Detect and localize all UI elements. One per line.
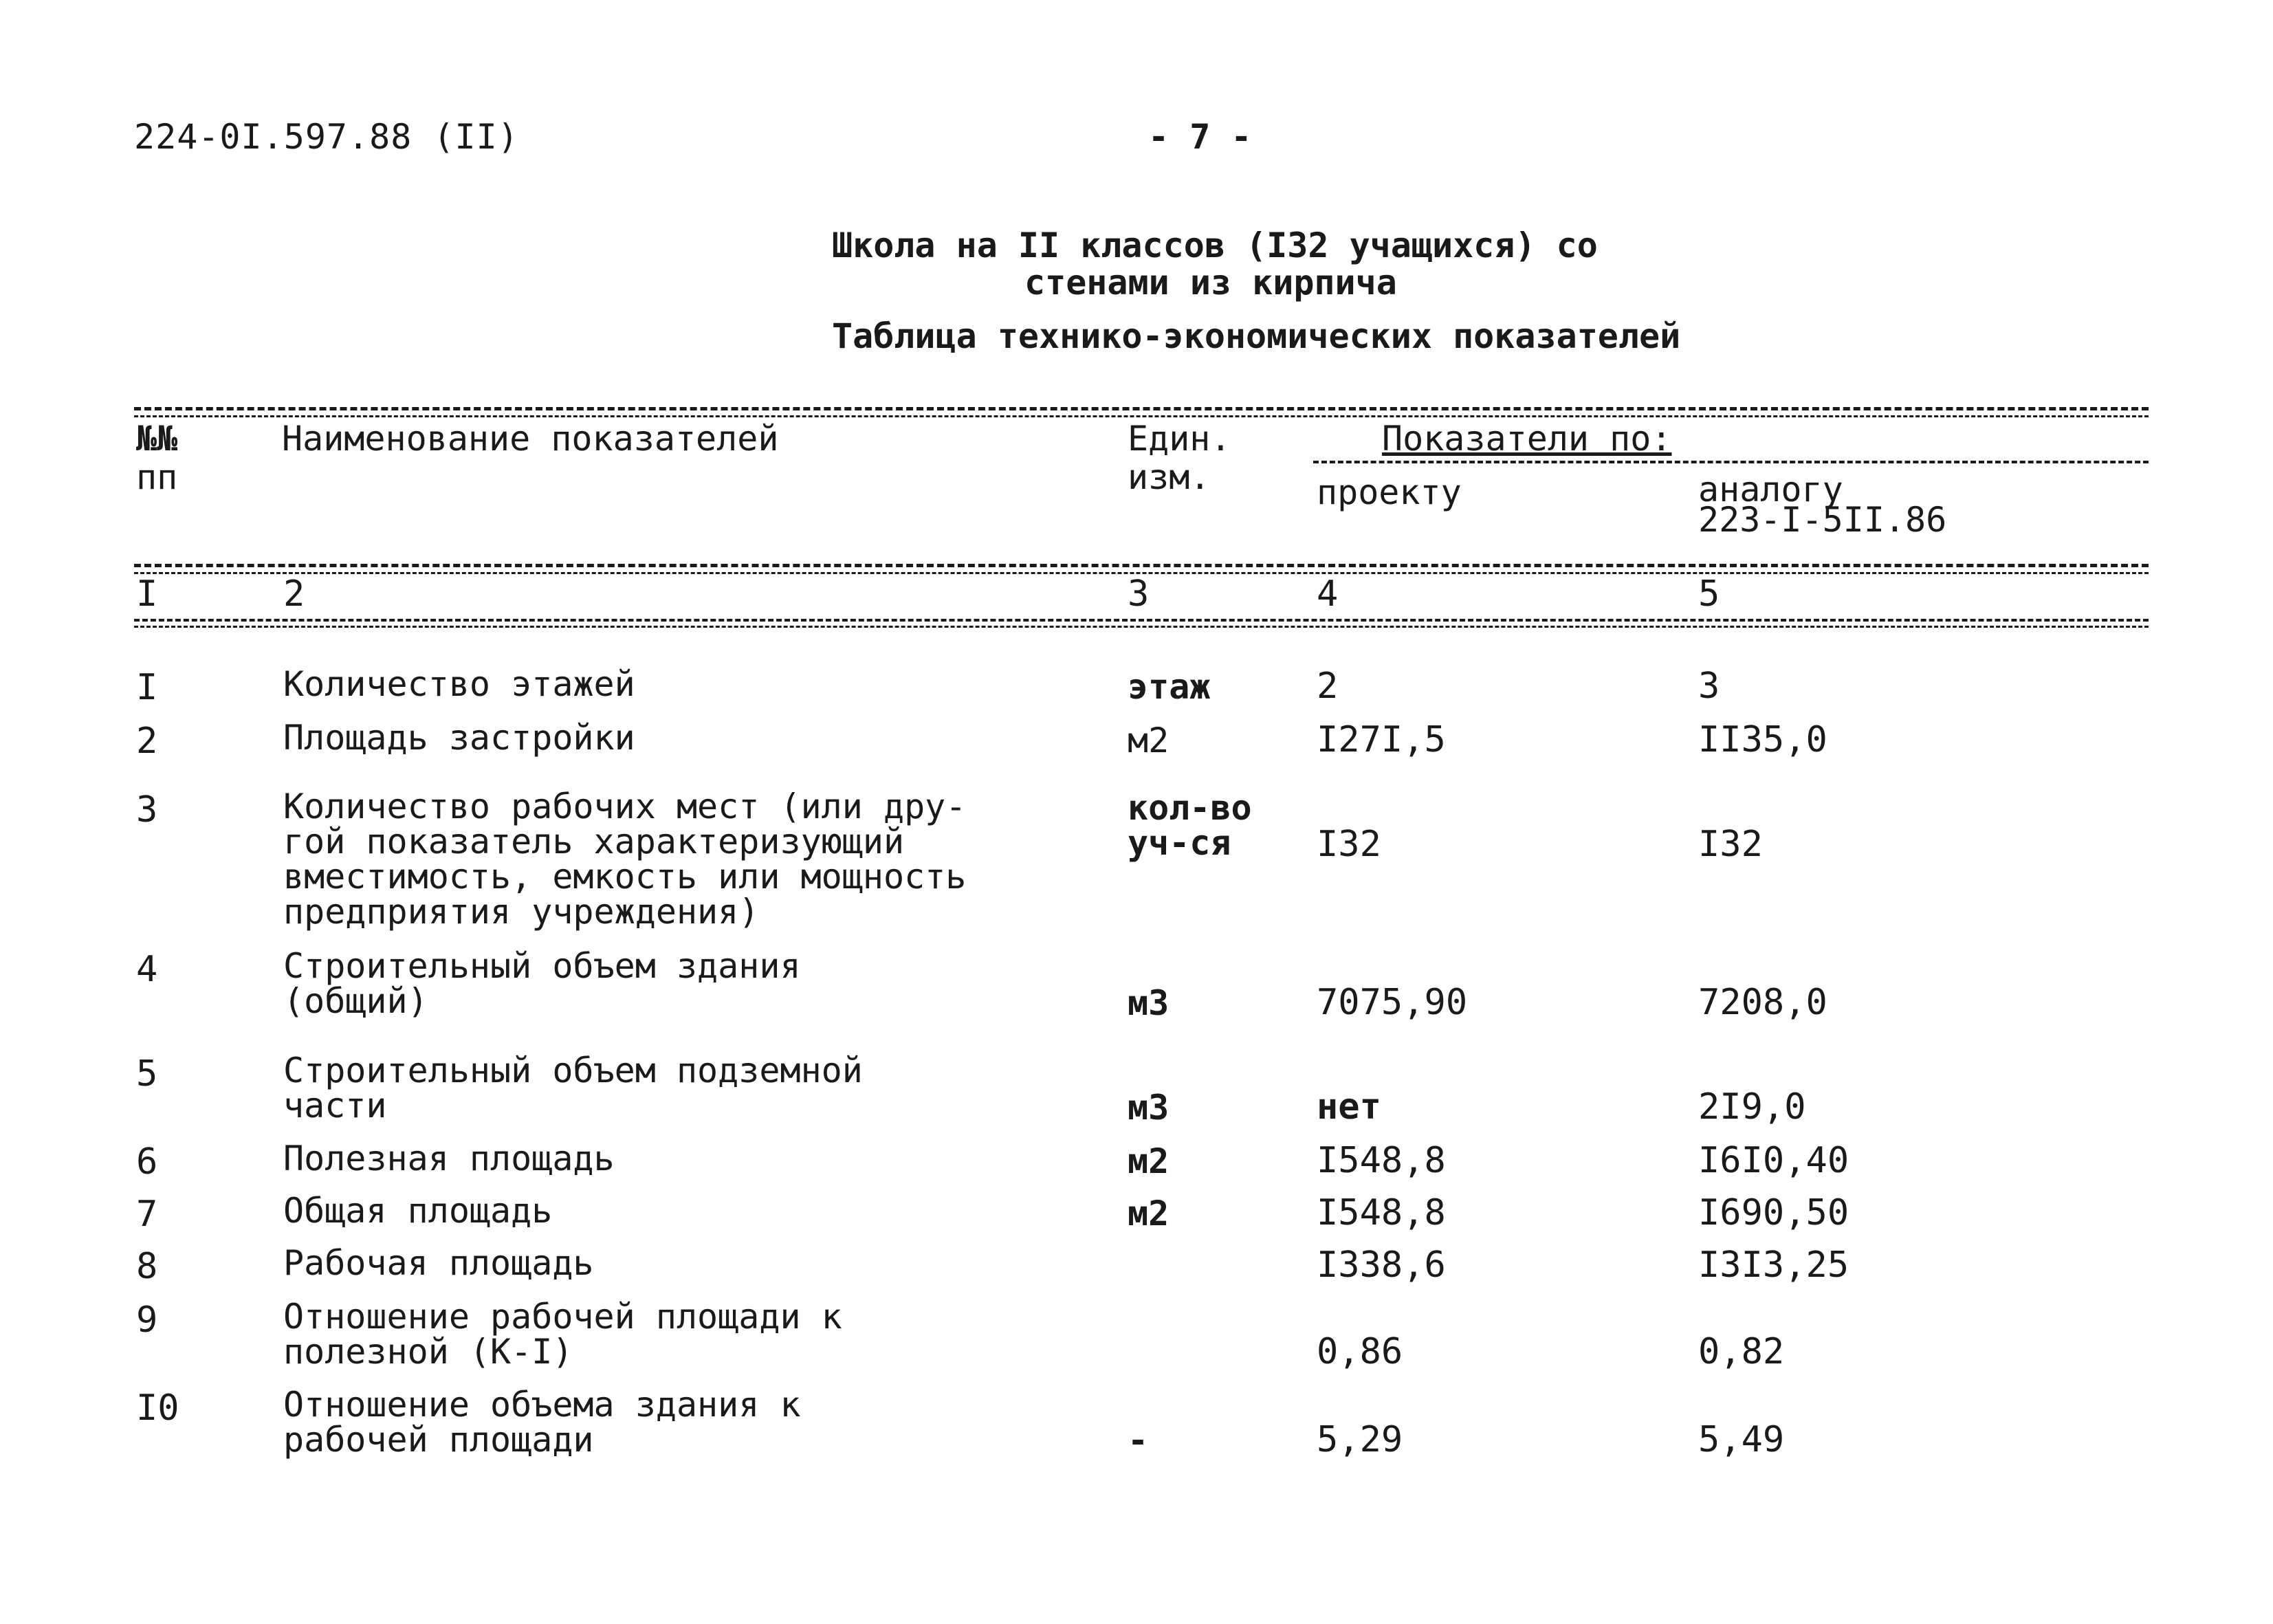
column-number: 4: [1317, 573, 1339, 615]
row-number: I0: [136, 1387, 179, 1429]
table-top-rule: [134, 407, 2149, 410]
row-analog-value: II35,0: [1698, 719, 1827, 760]
document-title: [825, 227, 1719, 301]
row-unit: м3: [1128, 1088, 1170, 1128]
row-unit: этаж: [1128, 667, 1211, 707]
row-project-value: I548,8: [1317, 1192, 1446, 1233]
row-project-value: I548,8: [1317, 1140, 1446, 1181]
table-top-rule-inner: [134, 415, 2149, 417]
column-number: 3: [1128, 573, 1150, 615]
row-name: Строительный объем подземной части: [283, 1051, 863, 1126]
row-number: 4: [136, 949, 158, 990]
row-number: 3: [136, 789, 158, 831]
row-number: 6: [136, 1141, 158, 1183]
row-number: 7: [136, 1194, 158, 1235]
row-name: Рабочая площадь: [283, 1243, 594, 1283]
row-analog-value: 5,49: [1698, 1419, 1785, 1460]
row-name: Площадь застройки: [283, 718, 635, 758]
row-name: Отношение рабочей площади к полезной (К-I): [283, 1297, 842, 1372]
row-project-value: I32: [1317, 824, 1381, 865]
row-unit: м2: [1128, 1194, 1170, 1233]
row-analog-value: 7208,0: [1698, 982, 1827, 1023]
row-unit: м2: [1128, 1141, 1170, 1181]
row-analog-value: I3I3,25: [1698, 1244, 1849, 1286]
row-analog-value: I6I0,40: [1698, 1140, 1849, 1181]
row-analog-value: 3: [1698, 666, 1720, 707]
column-number: I: [136, 573, 158, 615]
row-project-value: 2: [1317, 666, 1339, 707]
header-project: проекту: [1317, 472, 1462, 512]
row-analog-value: 2I9,0: [1698, 1086, 1806, 1128]
header-name: Наименование показателей: [282, 419, 779, 459]
row-name: Общая площадь: [283, 1191, 553, 1231]
row-analog-value: I690,50: [1698, 1192, 1849, 1233]
row-name: Отношение объема здания к рабочей площади: [283, 1385, 801, 1460]
document-code: 224-0I.597.88 (II): [134, 117, 519, 157]
header-unit-sub: изм.: [1128, 457, 1211, 497]
row-unit: кол-во уч-ся: [1128, 788, 1252, 863]
row-name: Количество этажей: [283, 664, 635, 704]
header-bottom-rule: [134, 564, 2149, 567]
table-title: Таблица технико-экономических показателей: [832, 316, 1681, 356]
row-name: Полезная площадь: [283, 1139, 615, 1178]
column-number: 2: [283, 573, 305, 615]
row-number: 2: [136, 721, 158, 762]
row-number: 8: [136, 1246, 158, 1287]
header-analog: аналогу 223-I-5II.86: [1698, 470, 1947, 540]
row-name: Количество рабочих мест (или дру- гой показатель характеризующий вместимость, емкость или мощность предприятия учреждения): [283, 787, 967, 932]
row-name: Строительный объем здания (общий): [283, 946, 801, 1021]
row-project-value: 0,86: [1317, 1331, 1403, 1372]
row-project-value: 5,29: [1317, 1419, 1403, 1460]
header-group: Показатели по:: [1382, 419, 1672, 459]
column-numbers-rule-inner: [134, 626, 2149, 628]
title-line-1: Школа на II классов (I32 учащихся) со: [832, 226, 1598, 265]
row-unit: -: [1128, 1420, 1149, 1460]
row-project-value: I338,6: [1317, 1244, 1446, 1286]
row-number: 5: [136, 1053, 158, 1095]
row-project-value: нет: [1317, 1086, 1381, 1128]
row-analog-value: I32: [1698, 824, 1763, 865]
title-line-2: стенами из кирпича: [1024, 263, 1397, 303]
row-number: 9: [136, 1299, 158, 1341]
row-analog-value: 0,82: [1698, 1331, 1785, 1372]
row-unit: м3: [1128, 983, 1170, 1023]
row-project-value: I27I,5: [1317, 719, 1446, 760]
header-unit: Един.: [1128, 419, 1231, 459]
row-number: I: [136, 667, 158, 708]
row-unit: м2: [1128, 721, 1170, 760]
group-header-rule: [1313, 461, 2149, 463]
column-number: 5: [1698, 573, 1720, 615]
column-numbers-rule: [134, 619, 2149, 622]
header-num-sub: пп: [136, 457, 178, 497]
row-project-value: 7075,90: [1317, 982, 1468, 1023]
page-number: - 7 -: [1148, 117, 1252, 157]
header-num: №№: [136, 419, 178, 459]
